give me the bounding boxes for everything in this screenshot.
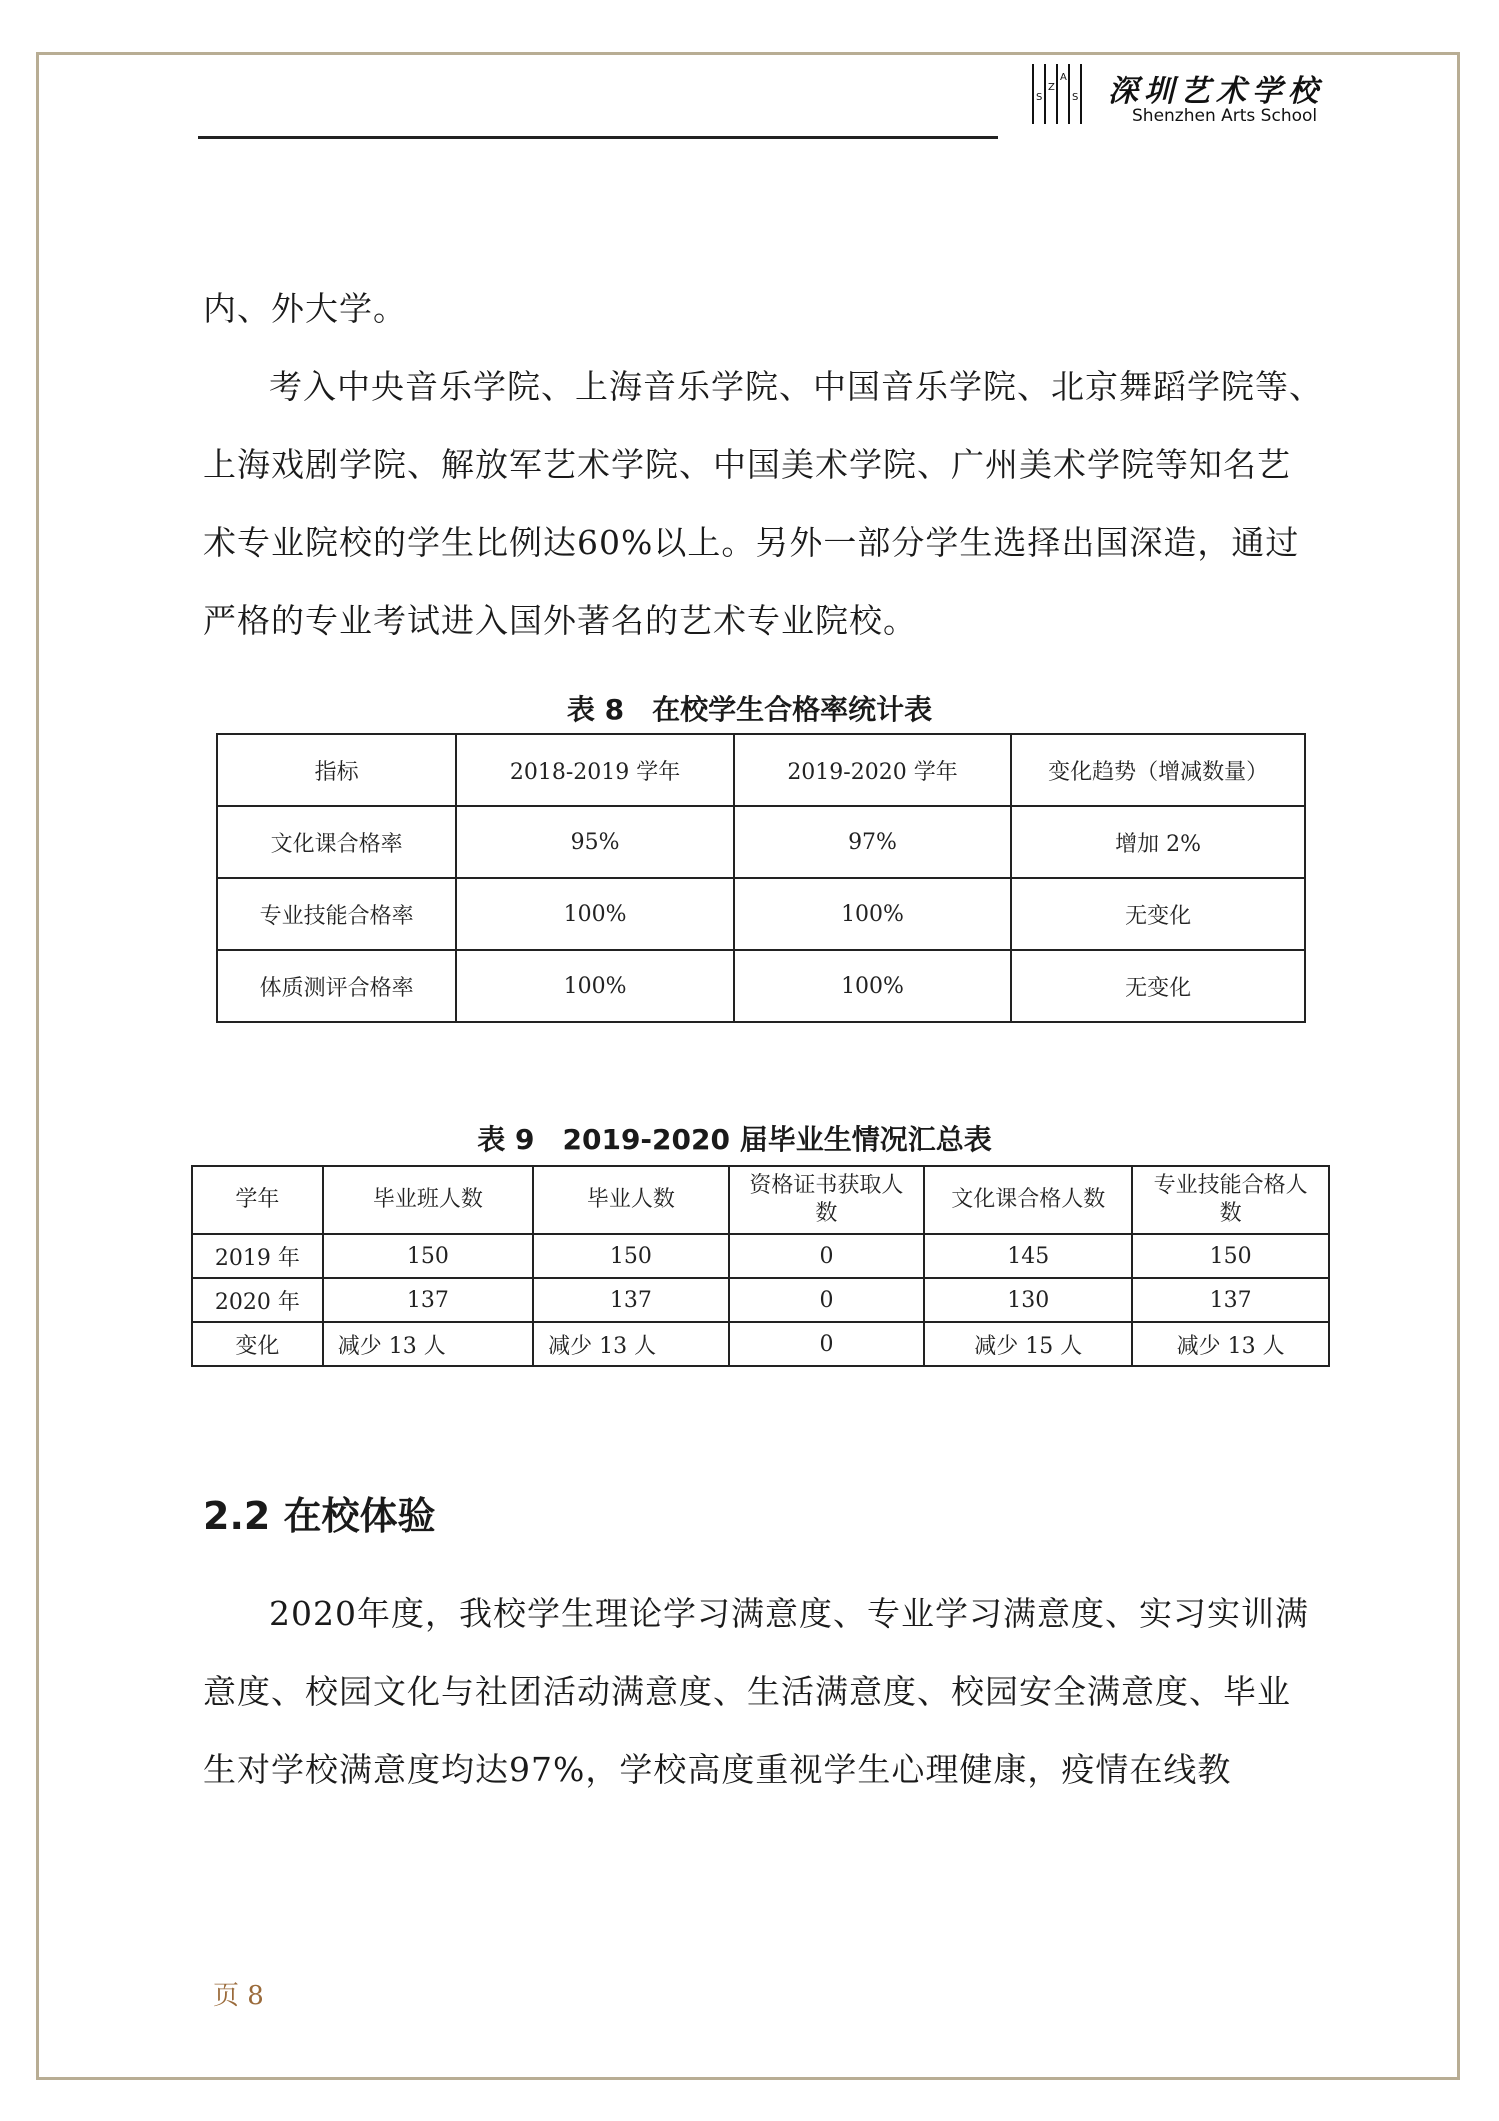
school-logo [1030, 60, 1330, 130]
svg-text:S: S [1072, 92, 1079, 103]
table-row [192, 1234, 1329, 1278]
table-8 [216, 733, 1306, 1023]
header-rule [198, 136, 998, 139]
section-heading: 2.2 在校体验 [203, 1494, 436, 1538]
table-header-row [217, 734, 1305, 806]
table-cell: 文化课合格率 [217, 806, 456, 878]
header-cell: 变化趋势（增减数量） [1011, 734, 1305, 806]
page-number: 页 8 [213, 1981, 264, 2011]
header-cell: 毕业班人数 [323, 1166, 533, 1234]
table-row [217, 950, 1305, 1022]
table-cell: 145 [924, 1234, 1132, 1278]
table-cell: 减少 13 人 [533, 1322, 729, 1366]
szas-logo-icon [1030, 60, 1100, 130]
table-cell: 137 [323, 1278, 533, 1322]
table-cell: 专业技能合格率 [217, 878, 456, 950]
header-cell: 指标 [217, 734, 456, 806]
table-row [192, 1322, 1329, 1366]
table-cell: 137 [533, 1278, 729, 1322]
table-row [192, 1278, 1329, 1322]
paragraph-3: 2020年度，我校学生理论学习满意度、专业学习满意度、实习实训满意度、校园文化与社团活动满意度、生活满意度、校园安全满意度、毕业生对学校满意度均达97%，学校高度重视学生心理健康，疫情在线教 [203, 1594, 1309, 1789]
header-cell: 2019-2020 学年 [734, 734, 1011, 806]
paragraph-1: 内、外大学。 [203, 289, 407, 328]
table-cell: 减少 13 人 [1132, 1322, 1329, 1366]
table-9 [191, 1165, 1330, 1367]
paragraph-2: 考入中央音乐学院、上海音乐学院、中国音乐学院、北京舞蹈学院等、上海戏剧学院、解放军艺术学院、中国美术学院、广州美术学院等知名艺术专业院校的学生比例达60%以上。另外一部分学生选择出国深造，通过严格的专业考试进入国外著名的艺术专业院校。 [203, 367, 1323, 640]
header-cell: 毕业人数 [533, 1166, 729, 1234]
header-cell: 资格证书获取人数 [729, 1166, 925, 1234]
table-cell: 体质测评合格率 [217, 950, 456, 1022]
header-cell: 2018-2019 学年 [456, 734, 733, 806]
table-cell: 增加 2% [1011, 806, 1305, 878]
table-cell: 无变化 [1011, 878, 1305, 950]
header-cell: 学年 [192, 1166, 323, 1234]
table-row [217, 878, 1305, 950]
table-cell: 150 [323, 1234, 533, 1278]
table-9-caption: 表 9 2019-2020 届毕业生情况汇总表 [477, 1123, 992, 1156]
table-cell: 95% [456, 806, 733, 878]
table-cell: 减少 15 人 [924, 1322, 1132, 1366]
table-cell: 无变化 [1011, 950, 1305, 1022]
svg-text:A: A [1060, 72, 1067, 83]
table-cell: 137 [1132, 1278, 1329, 1322]
school-name-en: Shenzhen Arts School [1132, 106, 1318, 126]
svg-text:Z: Z [1048, 82, 1055, 93]
table-cell: 0 [729, 1278, 925, 1322]
table-header-row [192, 1166, 1329, 1234]
table-cell: 150 [1132, 1234, 1329, 1278]
table-cell: 97% [734, 806, 1011, 878]
table-cell: 150 [533, 1234, 729, 1278]
table-cell: 变化 [192, 1322, 323, 1366]
svg-text:S: S [1036, 92, 1043, 103]
table-cell: 130 [924, 1278, 1132, 1322]
table-cell: 减少 13 人 [323, 1322, 533, 1366]
table-cell: 0 [729, 1322, 925, 1366]
school-name-cn: 深圳艺术学校 [1108, 74, 1324, 109]
table-8-caption: 表 8 在校学生合格率统计表 [566, 693, 933, 726]
table-cell: 100% [734, 950, 1011, 1022]
table-cell: 100% [456, 878, 733, 950]
table-cell: 2020 年 [192, 1278, 323, 1322]
table-cell: 100% [734, 878, 1011, 950]
header-cell: 专业技能合格人数 [1132, 1166, 1329, 1234]
header-cell: 文化课合格人数 [924, 1166, 1132, 1234]
table-cell: 2019 年 [192, 1234, 323, 1278]
table-row [217, 806, 1305, 878]
table-cell: 100% [456, 950, 733, 1022]
table-cell: 0 [729, 1234, 925, 1278]
